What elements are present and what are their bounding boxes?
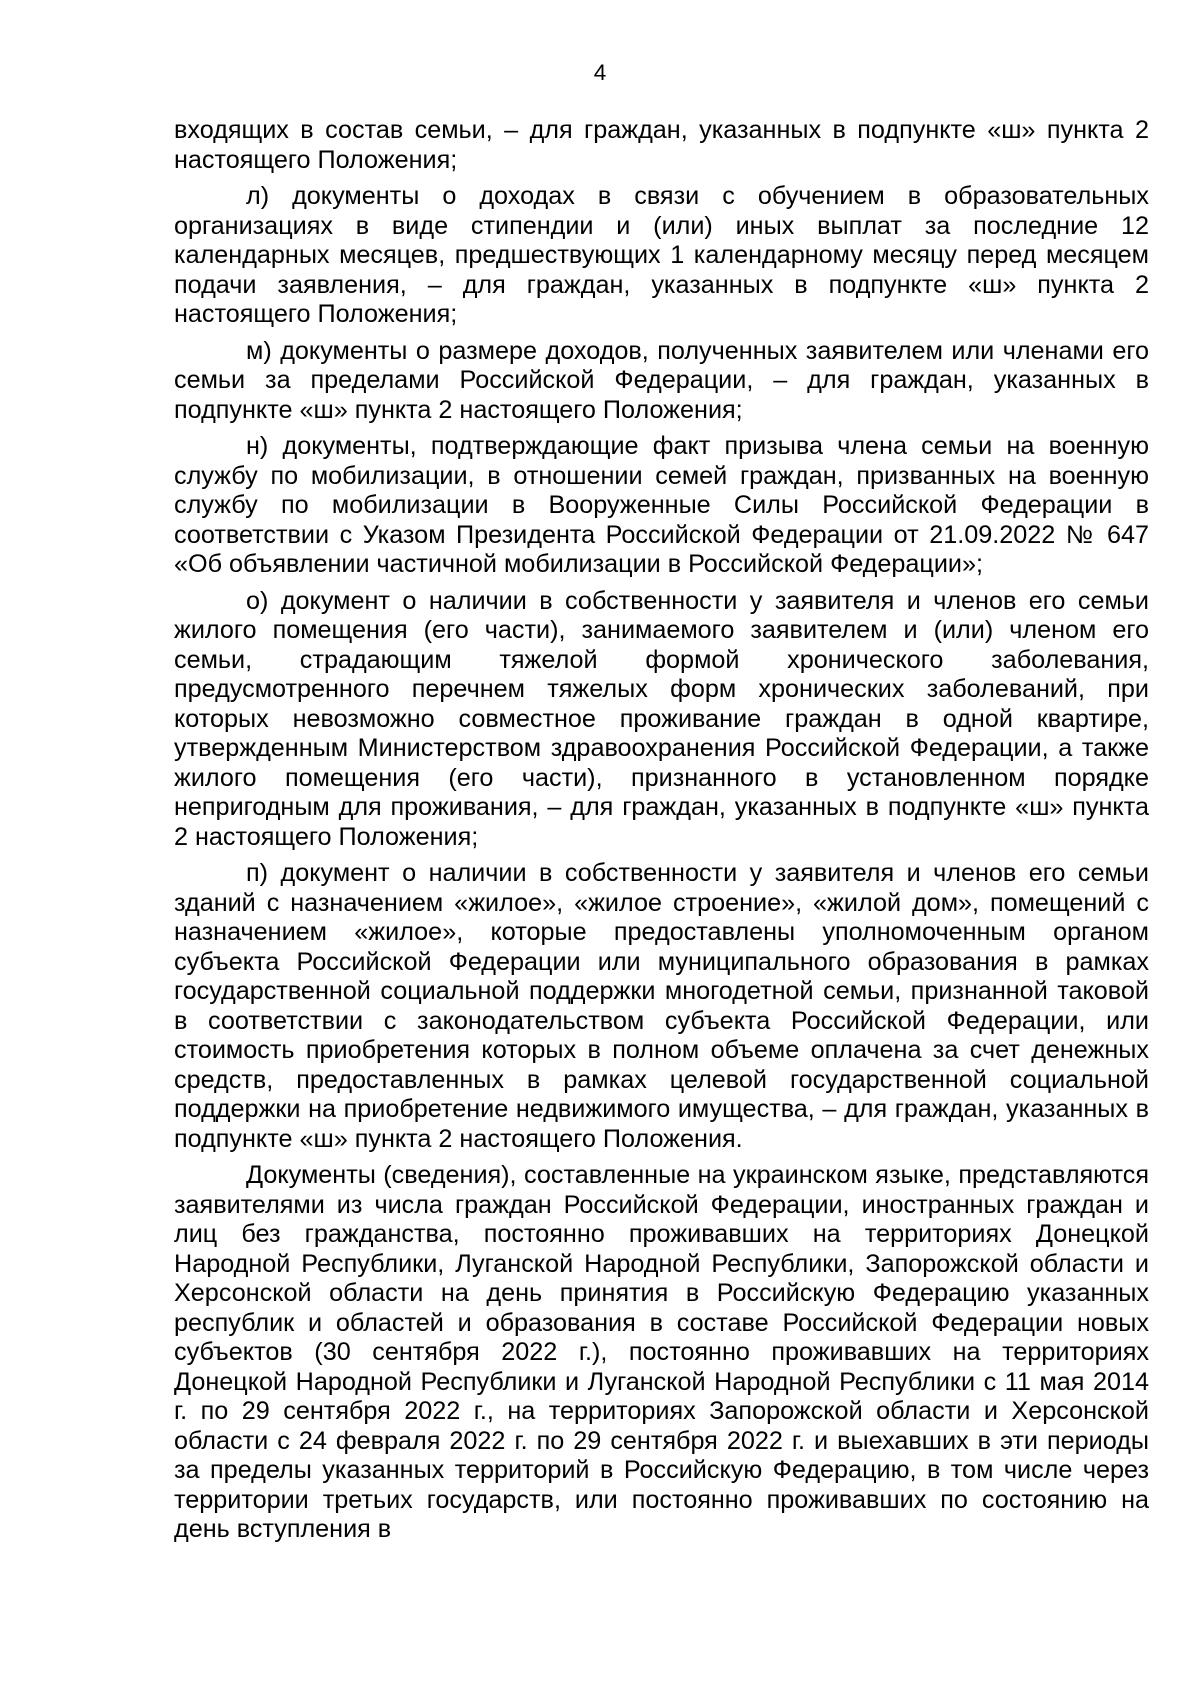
paragraph-item-o: о) документ о наличии в собственности у заявителя и членов его семьи жилого помещения (его части), занимаемого заявителем и (или) членом его семьи, страдающим тяжелой формой хронического заболевания, предусмотренного перечнем тяжелых форм хронических заболеваний, при которых невозможно совместное проживание граждан в одной квартире, утвержденным Министерством здравоохранения Российской Федерации, а также жилого помещения (его части), признанного в установленном порядке непригодным для проживания, – для граждан, указанных в подпункте «ш» пункта 2 настоящего Положения; [174, 586, 1149, 851]
paragraph-item-l: л) документы о доходах в связи с обучением в образовательных организациях в виде стипендии и (или) иных выплат за последние 12 календарных месяцев, предшествующих 1 календарному месяцу перед месяцем подачи заявления, – для граждан, указанных в подпункте «ш» пункта 2 настоящего Положения; [174, 182, 1149, 328]
paragraph-item-p: п) документ о наличии в собственности у заявителя и членов его семьи зданий с назначением «жилое», «жилое строение», «жилой дом», помещений с назначением «жилое», которые предоставлены уполномоченным органом субъекта Российской Федерации или муниципального образования в рамках государственной социальной поддержки многодетной семьи, признанной таковой в соответствии с законодательством субъекта Российской Федерации, или стоимость приобретения которых в полном объеме оплачена за счет денежных средств, предоставленных в рамках целевой государственной социальной поддержки на приобретение недвижимого имущества, – для граждан, указанных в подпункте «ш» пункта 2 настоящего Положения. [174, 859, 1149, 1153]
paragraph-item-m: м) документы о размере доходов, полученных заявителем или членами его семьи за пределами Российской Федерации, – для граждан, указанных в подпункте «ш» пункта 2 настоящего Положения; [174, 336, 1149, 424]
paragraph-documents-ukrainian: Документы (сведения), составленные на украинском языке, представляются заявителями из числа граждан Российской Федерации, иностранных граждан и лиц без гражданства, постоянно проживавших на территориях Донецкой Народной Республики, Луганской Народной Республики, Запорожской области и Херсонской области на день принятия в Российскую Федерацию указанных республик и областей и образования в составе Российской Федерации новых субъектов (30 сентября 2022 г.), постоянно проживавших на территориях Донецкой Народной Республики и Луганской Народной Республики с 11 мая 2014 г. по 29 сентября 2022 г., на территориях Запорожской области и Херсонской области с 24 февраля 2022 г. по 29 сентября 2022 г. и выехавших в эти периоды за пределы указанных территорий в Российскую Федерацию, в том числе через территории третьих государств, или постоянно проживавших по состоянию на день вступления в [174, 1161, 1149, 1543]
page-number: 4 [593, 60, 607, 85]
paragraph-item-n: н) документы, подтверждающие факт призыва члена семьи на военную службу по мобилизации, в отношении семей граждан, призванных на военную службу по мобилизации в Вооруженные Силы Российской Федерации в соответствии с Указом Президента Российской Федерации от 21.09.2022 № 647 «Об объявлении частичной мобилизации в Российской Федерации»; [174, 432, 1149, 578]
paragraph-continuation: входящих в состав семьи, – для граждан, указанных в подпункте «ш» пункта 2 настоящего Положения; [174, 116, 1149, 174]
document-body [174, 116, 1149, 1552]
